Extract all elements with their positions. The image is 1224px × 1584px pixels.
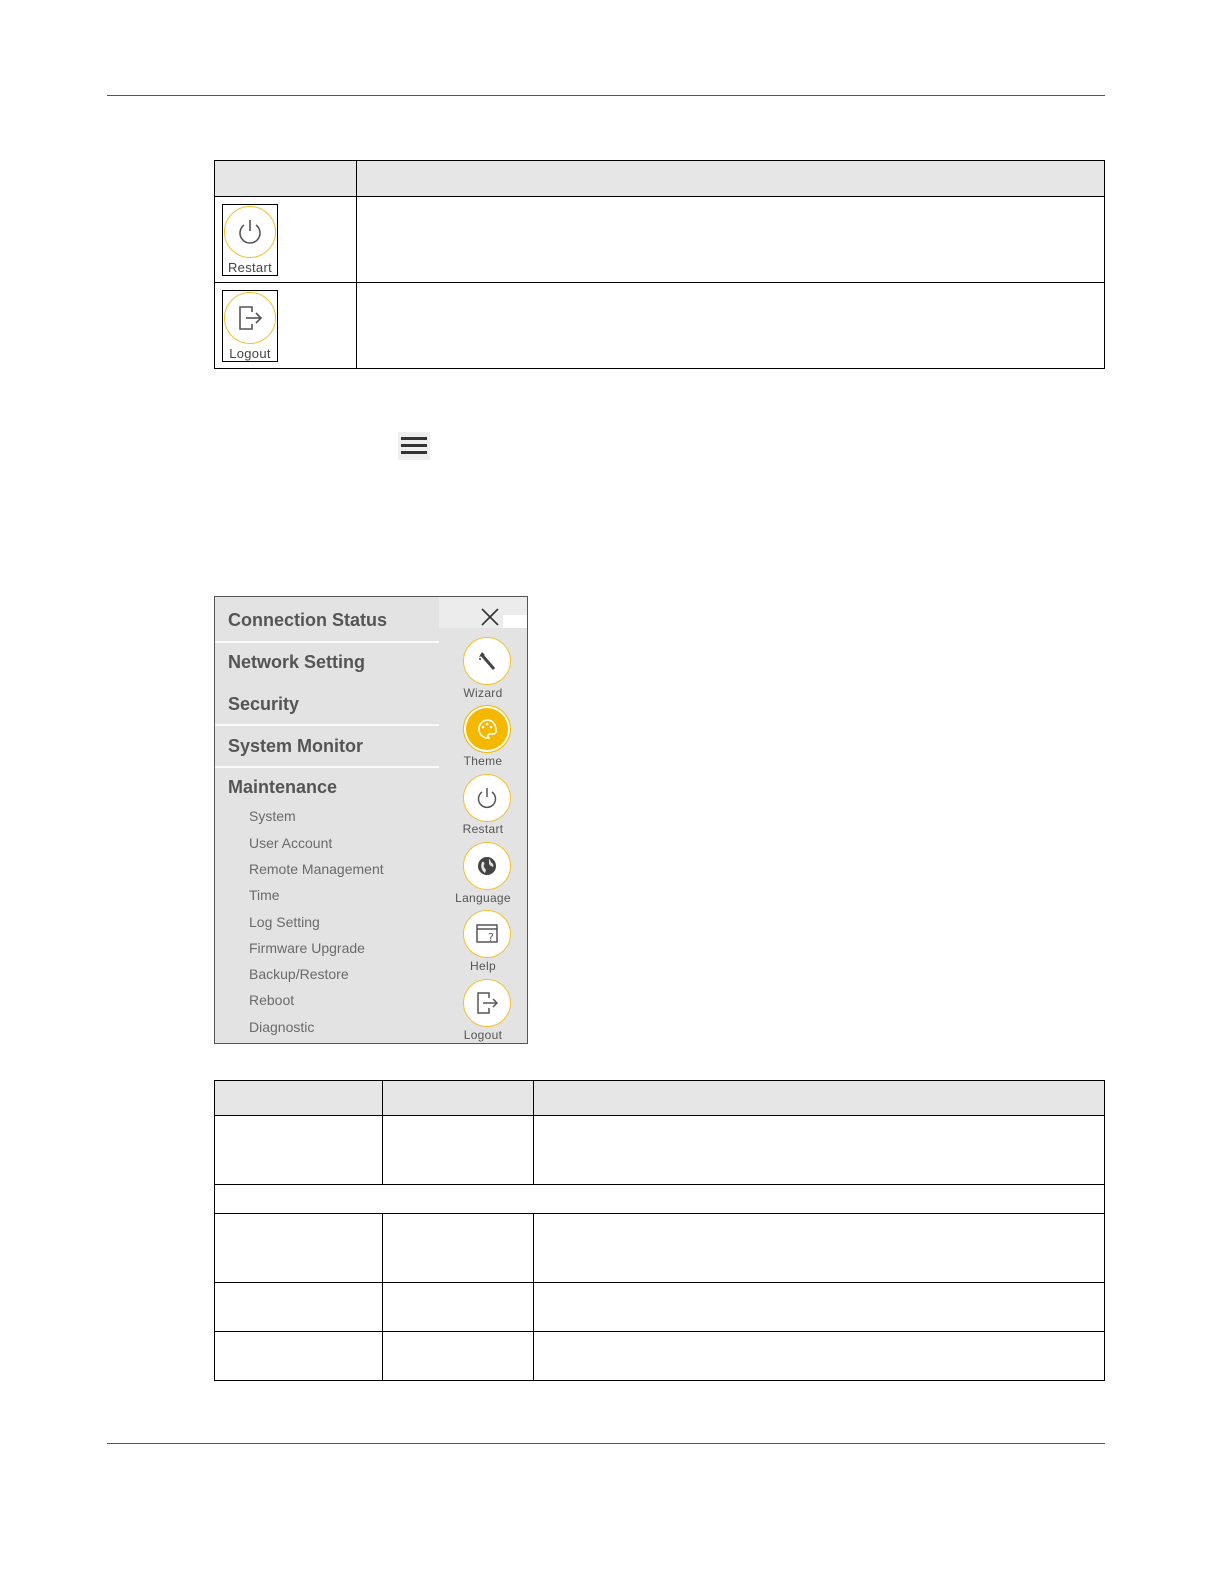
menu-item-log-setting[interactable]: Log Setting	[249, 914, 320, 930]
table-header-cell	[215, 1081, 383, 1116]
menu-network-setting[interactable]: Network Setting	[228, 652, 366, 672]
menu-item-user-account[interactable]: User Account	[249, 835, 333, 851]
restart-label: Restart	[227, 260, 272, 275]
table-row	[215, 283, 1105, 369]
menu-item-time[interactable]: Time	[249, 887, 280, 903]
table-header-row	[215, 161, 1105, 197]
globe-icon	[475, 854, 499, 878]
menu-item-reboot[interactable]: Reboot	[249, 992, 295, 1008]
table-row	[215, 1214, 1105, 1283]
power-icon	[236, 218, 264, 246]
table-cell	[215, 283, 357, 369]
table-row	[215, 1116, 1105, 1185]
logout-label: Logout	[463, 1028, 503, 1042]
header-rule	[107, 95, 1105, 96]
menu-item-remote-management[interactable]: Remote Management	[249, 861, 384, 877]
navigation-menu-panel	[214, 596, 528, 1044]
table-cell	[357, 283, 1105, 369]
menu-side-icons	[439, 597, 527, 1043]
table-header-row	[215, 1081, 1105, 1116]
svg-text:?: ?	[488, 931, 494, 944]
menu-categories	[215, 597, 439, 1043]
theme-icon	[475, 717, 499, 741]
language-button[interactable]	[463, 842, 511, 890]
logout-icon-sample	[222, 290, 278, 362]
theme-label: Theme	[463, 754, 503, 768]
logout-label: Logout	[229, 346, 271, 361]
table-row	[215, 1332, 1105, 1381]
menu-description-table	[214, 1080, 1105, 1381]
help-button[interactable]	[463, 910, 511, 958]
menu-system-monitor[interactable]: System Monitor	[228, 736, 364, 756]
wizard-button[interactable]	[463, 637, 511, 685]
table-header-cell	[357, 161, 1105, 197]
footer-rule	[107, 1443, 1105, 1444]
logout-icon	[475, 991, 499, 1015]
help-icon	[475, 922, 499, 946]
hamburger-menu-icon[interactable]	[398, 432, 430, 460]
table-header-cell	[215, 161, 357, 197]
menu-connection-status[interactable]: Connection Status	[228, 610, 388, 630]
table-row	[215, 1283, 1105, 1332]
menu-item-diagnostic[interactable]: Diagnostic	[249, 1019, 315, 1035]
icon-table	[214, 160, 1105, 369]
table-cell	[357, 197, 1105, 283]
restart-button[interactable]	[463, 774, 511, 822]
logout-icon	[236, 304, 264, 332]
power-icon	[475, 786, 499, 810]
table-header-cell	[383, 1081, 534, 1116]
theme-button[interactable]	[463, 705, 511, 753]
table-header-cell	[534, 1081, 1105, 1116]
help-label: Help	[470, 959, 496, 973]
menu-security[interactable]: Security	[228, 694, 300, 714]
logout-button[interactable]	[463, 979, 511, 1027]
menu-item-backup-restore[interactable]: Backup/Restore	[249, 966, 349, 982]
wizard-icon	[475, 649, 499, 673]
menu-item-system[interactable]: System	[249, 808, 296, 824]
menu-maintenance[interactable]: Maintenance	[228, 777, 338, 797]
restart-label: Restart	[462, 822, 504, 836]
language-label: Language	[455, 891, 511, 905]
wizard-label: Wizard	[463, 686, 503, 700]
table-row	[215, 197, 1105, 283]
close-icon[interactable]	[479, 606, 501, 628]
table-cell	[215, 197, 357, 283]
restart-icon-sample	[222, 204, 278, 276]
table-row	[215, 1185, 1105, 1214]
menu-item-firmware-upgrade[interactable]: Firmware Upgrade	[249, 940, 365, 956]
